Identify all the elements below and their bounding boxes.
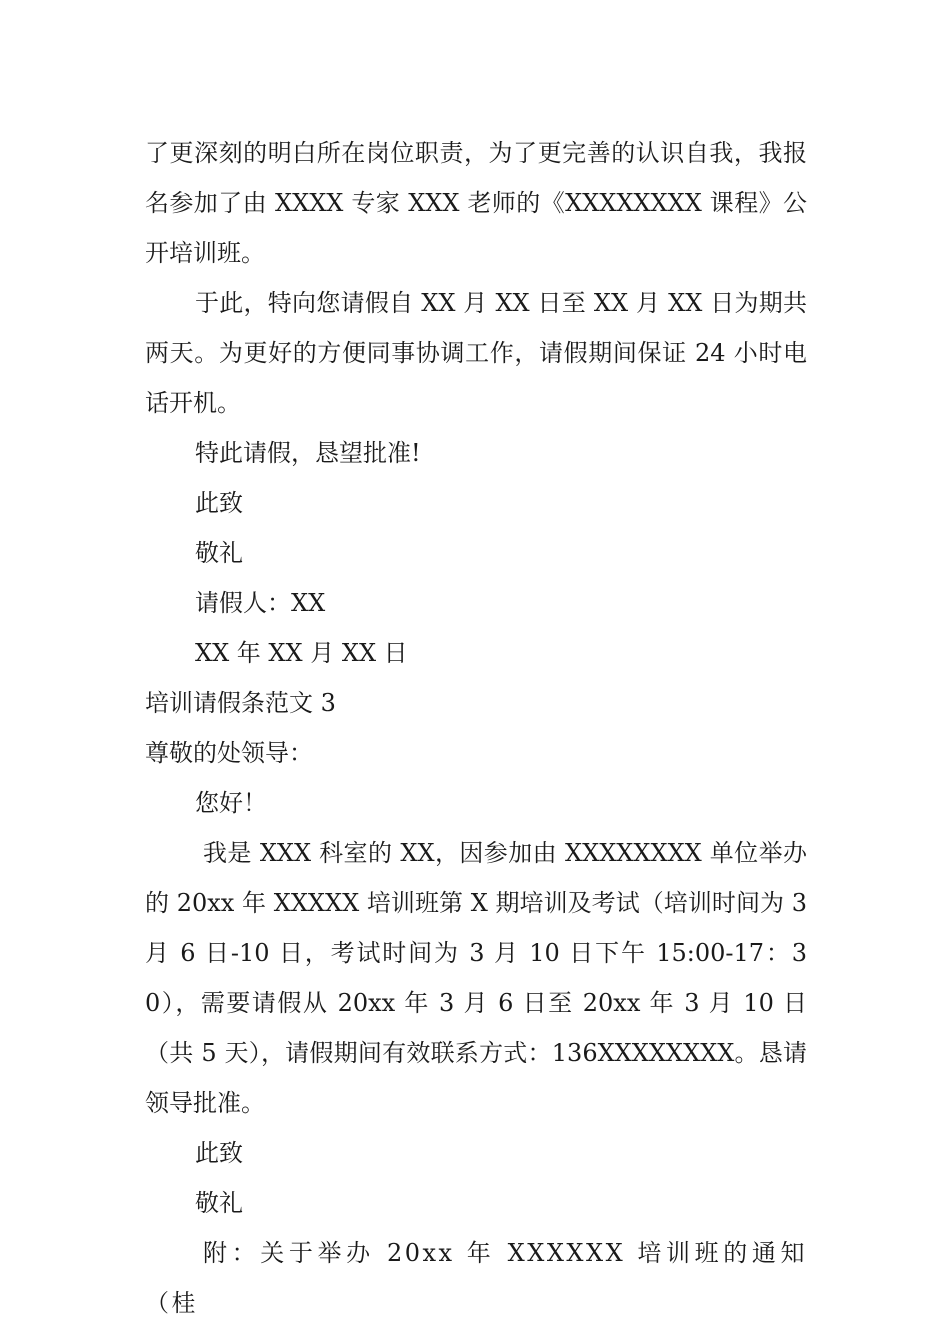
paragraph-leave-request: 于此，特向您请假自 XX 月 XX 日至 XX 月 XX 日为期共两天。为更好的方便同事协调工作，请假期间保证 24 小时电话开机。 <box>145 289 807 417</box>
greeting-recipient: 尊敬的处领导： <box>145 739 313 767</box>
salutation-regards: 敬礼 <box>195 539 243 567</box>
attachment-line: 附：关于举办 20xx 年 XXXXXX 培训班的通知（桂 <box>145 1239 807 1317</box>
applicant-line: 请假人：XX <box>195 589 326 617</box>
paragraph-training-leave: 我是 XXX 科室的 XX，因参加由 XXXXXXXX 单位举办的 20xx 年 XXXXX 培训班第 X 期培训及考试（培训时间为 3 月 6 日-10 日，考试时间为 3 月 10 日下午 15:00-17：30），需要请假从 20xx 年 3 月 6 日至 20xx 年 3 月 10 日（共 5 天），请假期间有效联系方式：136XXXXXXXX。恳请领导批准。 <box>145 839 807 1117</box>
section-heading: 培训请假条范文 3 <box>145 689 336 717</box>
salutation-closing-2: 此致 <box>195 1139 243 1167</box>
paragraph-course-enrollment: 了更深刻的明白所在岗位职责，为了更完善的认识自我，我报名参加了由 XXXX 专家 XXX 老师的《XXXXXXXX 课程》公开培训班。 <box>145 139 807 267</box>
date-line: XX 年 XX 月 XX 日 <box>195 639 408 667</box>
salutation-regards-2: 敬礼 <box>195 1189 243 1217</box>
salutation-closing: 此致 <box>195 489 243 517</box>
document-body <box>145 128 807 1328</box>
greeting-hello: 您好！ <box>195 789 267 817</box>
paragraph-approval-request: 特此请假，恳望批准! <box>195 439 421 467</box>
